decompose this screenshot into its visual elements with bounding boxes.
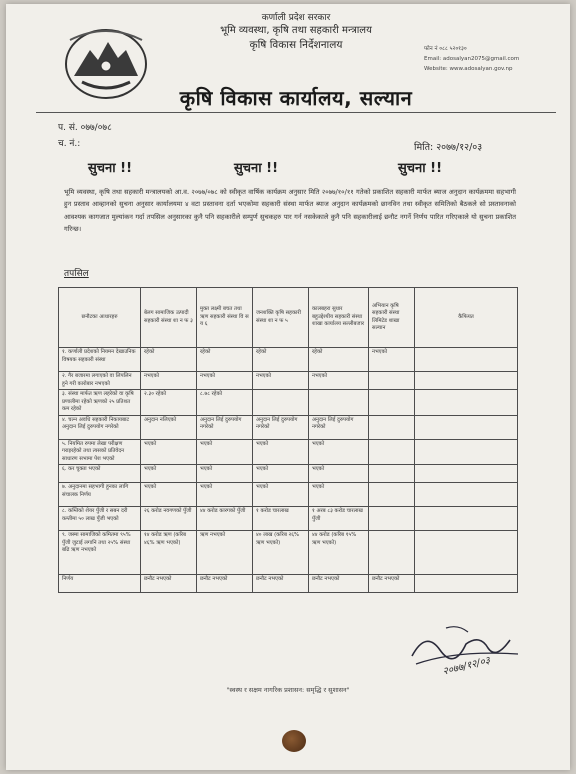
table-cell (369, 465, 415, 483)
table-header-cell: मुक्त लक्ष्मी बचत तथा ऋण सहकारी संस्था वि स य ६ (197, 288, 253, 348)
table-cell: रहेको (253, 348, 309, 372)
table-cell (415, 415, 518, 439)
table-cell: अनुदान लिई दुरुपयोग नगरेको (197, 415, 253, 439)
table-header-cell: छनौटका आधारहरु (59, 288, 141, 348)
table-cell: अनुदान नलिएको (141, 415, 197, 439)
table-cell: छनौट नभएको (197, 575, 253, 593)
table-cell (415, 465, 518, 483)
table-cell: ४४ करोड (करिब १५% ऋण भएको) (309, 531, 369, 575)
evaluation-table (58, 287, 518, 593)
table-cell: अनुदान लिई दुरुपयोग नगरेको (253, 415, 309, 439)
signature-date: २०७७/१२/०३ (441, 655, 492, 678)
table-cell: भएको (197, 439, 253, 465)
table-cell: ऋण नभएको (197, 531, 253, 575)
criteria-cell: १. कर्णाली प्रदेशको नियमन देखाउनिक विषयक सहकारी संस्था (59, 348, 141, 372)
document-page (6, 4, 570, 770)
table-cell: रहेको (141, 348, 197, 372)
table-header-row (59, 288, 518, 348)
table-cell: नभएको (309, 372, 369, 390)
table-header-cell: अभियान कृषि सहकारी संस्था लिमिटेड शाखा सल्यान (369, 288, 415, 348)
table-cell: छनौट नभएको (309, 575, 369, 593)
table-header-cell: कालबहरा सुधार बहुउद्देश्यीय सहकारी संस्था शाखा कार्यालय सल्लीबजार (309, 288, 369, 348)
table-cell (309, 390, 369, 416)
table-row (59, 439, 518, 465)
criteria-cell: ९. जस्मा सामाजिको कमितमा ९५% पुँजी जुटाई लगानि तथा २५% संस्था बढि ऋण नभएको (59, 531, 141, 575)
table-cell: रहेको (197, 348, 253, 372)
table-row (59, 415, 518, 439)
header-divider (36, 112, 556, 113)
criteria-cell: ६. कर चुक्ता भएको (59, 465, 141, 483)
table-cell (369, 507, 415, 531)
table-cell (369, 531, 415, 575)
table-cell: छनौट नभएको (141, 575, 197, 593)
notice-heading-center: सुचना !! (234, 161, 279, 176)
footer-motto: "स्वस्थ र सक्षम नागरिक प्रशासन: समृद्धि र सुशासन" (226, 686, 350, 694)
table-cell: भएको (309, 465, 369, 483)
header-government: कर्णाली प्रदेश सरकार (261, 13, 331, 23)
table-cell: भएको (141, 483, 197, 507)
criteria-cell: ४. चल्न अवधि सहकारी निकायबाट अनुदान लिई दुरुपयोग नगरेको (59, 415, 141, 439)
table-header-cell: बेलग सामाजिक उत्पादी सहकारी संस्था शा न फ ३ (141, 288, 197, 348)
schedule-heading: तपसिल (64, 269, 89, 279)
table-cell: भएको (141, 439, 197, 465)
table-cell: भएको (309, 439, 369, 465)
contact-email: Email: adosalyan2075@gmail.com (424, 56, 520, 62)
criteria-cell: निर्णय (59, 575, 141, 593)
table-cell: ४४ करोड कारगको पुँजी (197, 507, 253, 531)
criteria-cell: ३. संस्था मार्फत ऋण लहरेको वा कृषि प्रणालीमा रहेको ऋणको २५ प्रतिशत कम रहेको (59, 390, 141, 416)
criteria-cell: ८. कम्तिको शेयर पुँजी र सबन दरी कम्तीमा ५० लाख पुँजी भएको (59, 507, 141, 531)
header-directorate: कृषि विकास निर्देशनालय (249, 39, 343, 51)
table-cell: नभएको (369, 348, 415, 372)
table-cell: नभएको (253, 372, 309, 390)
table-cell: भएको (309, 483, 369, 507)
table-row (59, 390, 518, 416)
table-cell (415, 390, 518, 416)
table-cell: भएको (253, 439, 309, 465)
dispatch-number: च. नं.: (58, 139, 81, 149)
table-cell: नभएको (197, 372, 253, 390)
table-row (59, 372, 518, 390)
table-cell: ८.७८ रहेको (197, 390, 253, 416)
table-cell: भएको (197, 483, 253, 507)
table-cell (369, 390, 415, 416)
table-row (59, 465, 518, 483)
table-cell: १४ करोड ऋण (करिब ४६% ऋण भएको) (141, 531, 197, 575)
table-cell: भएको (253, 465, 309, 483)
issue-date: मिति: २०७७/१२/०३ (414, 142, 483, 153)
criteria-cell: ७. अनुदानमा सहभागी हुनका लागि संचालक निर्णय (59, 483, 141, 507)
table-cell: भएको (197, 465, 253, 483)
table-cell: रहेको (309, 348, 369, 372)
table-header-cell: कैफियत (415, 288, 518, 348)
table-cell: २.३० रहेको (141, 390, 197, 416)
contact-phone: फोन नं ०८८ ५२०१३० (424, 46, 467, 52)
table-cell: १ करोड चारलाख (253, 507, 309, 531)
notice-heading-left: सुचना !! (88, 161, 133, 176)
criteria-cell: ५. नियमित रुपमा लेखा परीक्षण गराइरहेको तथा त्यसको प्रतिवेदन साधारण सभामा पेश भएको (59, 439, 141, 465)
reference-numbers (58, 120, 112, 152)
table-cell: अनुदान लिई दुरुपयोग नगरेको (309, 415, 369, 439)
table-cell: भएको (253, 483, 309, 507)
table-cell: ४० लाख (करिब २६% ऋण भएको) (253, 531, 309, 575)
table-cell (369, 439, 415, 465)
table-cell (369, 372, 415, 390)
table-row (59, 531, 518, 575)
table-cell: भएको (141, 465, 197, 483)
table-row (59, 483, 518, 507)
notice-heading-right: सुचना !! (398, 161, 443, 176)
table-cell (253, 390, 309, 416)
table-cell (415, 531, 518, 575)
table-cell (415, 348, 518, 372)
table-cell: छनौट नभएको (369, 575, 415, 593)
criteria-cell: २. गैर बजारमा लगाएको वा लिपलिन हुने गरी कारोबार नभएको (59, 372, 141, 390)
pin-hole-mark (282, 730, 306, 752)
table-cell (415, 575, 518, 593)
table-cell (369, 483, 415, 507)
letter-number: प. सं. ०७७/०७८ (58, 123, 112, 133)
office-title: कृषि विकास कार्यालय, सल्यान (179, 86, 413, 110)
header-ministry: भूमि व्यवस्था, कृषि तथा सहकारी मन्त्रालय (220, 25, 372, 36)
table-cell: २६ करोड नवगणको पुँजी (141, 507, 197, 531)
table-cell (415, 439, 518, 465)
table-cell: नभएको (141, 372, 197, 390)
table-header-cell: जनशक्ति कृषि सहकारी संस्था शा न फ ५ (253, 288, 309, 348)
table-cell (415, 372, 518, 390)
notice-body: भूमि व्यवस्था, कृषि तथा सहकारी मन्त्रालयको आ.व. २०७७/०७८ को स्वीकृत वार्षिक कार्यक्रम अनुसार मिति २०७७/१०/११ गतेको प्रकाशित सहकारी मार्फत ब्याज अनुदान कार्यक्रममा सहभागी हुन प्रस्ताव आव्हानको सुचना अनुसार कार्यालयमा ४ वटा प्रस्तावना दर्ता भएकोमा सहकारी संस्था मार्फत ब्याज अनुदान कार्यक्रमको छानविन तथा स्वीकृत समितिको बैठकले सो प्रस्तावनाको आवश्यक कागजात मुल्यांकन गर्दा तपसिल अनुसारका कुनै पनि सहकारीले सम्पुर्ण सुचकहरु पार गर्न नसकेकाले कुनै पनि सहकारीलाई छनौट नगर्ने निर्णय पारित गरिएकाले यो सुचना प्रकाशित गरिन्छ। (64, 188, 516, 234)
contact-info (424, 44, 519, 74)
table-cell (415, 483, 518, 507)
table-cell: छनौट नभएको (253, 575, 309, 593)
table-row (59, 575, 518, 593)
table-cell (369, 415, 415, 439)
table-cell (415, 507, 518, 531)
table-row (59, 507, 518, 531)
contact-website: Website: www.adosalyan.gov.np (424, 66, 513, 72)
table-row (59, 348, 518, 372)
table-cell: १ अरब ८३ करोड चारलाख पुँजी (309, 507, 369, 531)
